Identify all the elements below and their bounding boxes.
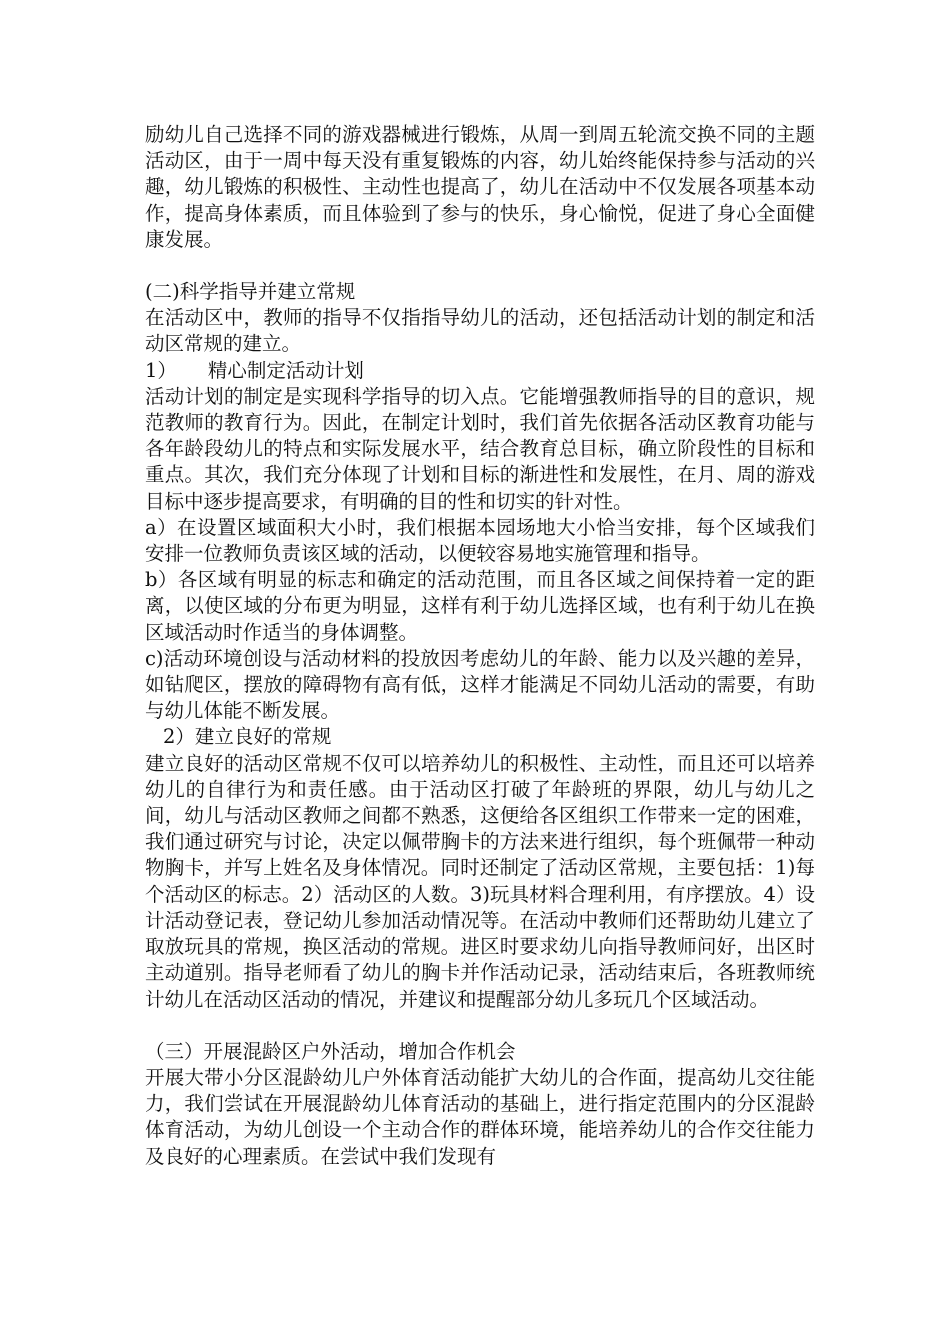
section-heading-3: （三）开展混龄区户外活动，增加合作机会 [145,1039,516,1063]
section-3-body: 开展大带小分区混龄幼儿户外体育活动能扩大幼儿的合作面，提高幼儿交往能力，我们尝试在开展混龄幼儿体育活动的基础上，进行指定范围内的分区混龄体育活动，为幼儿创设一个主动合作的群体环境，能培养幼儿的合作交往能力及良好的心理素质。在尝试中我们发现有 [145,1065,815,1168]
item-1-point-c: c)活动环境创设与活动材料的投放因考虑幼儿的年龄、能力以及兴趣的差异，如钻爬区，摆放的障碍物有高有低，这样才能满足不同幼儿活动的需要，有助与幼儿体能不断发展。 [145,646,815,723]
paragraph-gap [145,253,815,279]
document-page [145,122,815,1170]
item-1-point-b: b）各区域有明显的标志和确定的活动范围，而且各区域之间保持着一定的距离，以使区域的分布更为明显，这样有利于幼儿选择区域，也有利于幼儿在换区域活动时作适当的身体调整。 [145,568,815,644]
paragraph-intro: 励幼儿自己选择不同的游戏器械进行锻炼，从周一到周五轮流交换不同的主题活动区，由于一周中每天没有重复锻炼的内容，幼儿始终能保持参与活动的兴趣，幼儿锻炼的积极性、主动性也提高了，幼儿在活动中不仅发展各项基本动作，提高身体素质，而且体验到了参与的快乐，身心愉悦，促进了身心全面健康发展。 [145,123,815,251]
item-1-point-a: a）在设置区域面积大小时，我们根据本园场地大小恰当安排，每个区域我们安排一位教师负责该区域的活动，以便较容易地实施管理和指导。 [145,515,815,566]
paragraph-gap [145,1013,815,1039]
item-1-heading: 1） 精心制定活动计划 [145,358,364,382]
section-2-intro: 在活动区中，教师的指导不仅指指导幼儿的活动，还包括活动计划的制定和活动区常规的建立。 [145,306,815,356]
item-1-body: 活动计划的制定是实现科学指导的切入点。它能增强教师指导的目的意识，规范教师的教育行为。因此，在制定计划时，我们首先依据各活动区教育功能与各年龄段幼儿的特点和实际发展水平，结合教育总目标，确立阶段性的目标和重点。其次，我们充分体现了计划和目标的渐进性和发展性，在月、周的游戏目标中逐步提高要求，有明确的目的性和切实的针对性。 [145,384,815,513]
item-2-heading: 2）建立良好的常规 [163,725,332,749]
section-heading-2: (二)科学指导并建立常规 [145,280,356,304]
item-2-body: 建立良好的活动区常规不仅可以培养幼儿的积极性、主动性，而且还可以培养幼儿的自律行为和责任感。由于活动区打破了年龄班的界限，幼儿与幼儿之间，幼儿与活动区教师之间都不熟悉，这便给各区组织工作带来一定的困难，我们通过研究与讨论，决定以佩带胸卡的方法来进行组织，每个班佩带一种动物胸卡，并写上姓名及身体情况。同时还制定了活动区常规，主要包括：1)每个活动区的标志。2）活动区的人数。3)玩具材料合理利用，有序摆放。4）设计活动登记表，登记幼儿参加活动情况等。在活动中教师们还帮助幼儿建立了取放玩具的常规，换区活动的常规。进区时要求幼儿向指导教师问好，出区时主动道别。指导老师看了幼儿的胸卡并作活动记录，活动结束后，各班教师统计幼儿在活动区活动的情况，并建议和提醒部分幼儿多玩几个区域活动。 [145,751,815,1011]
